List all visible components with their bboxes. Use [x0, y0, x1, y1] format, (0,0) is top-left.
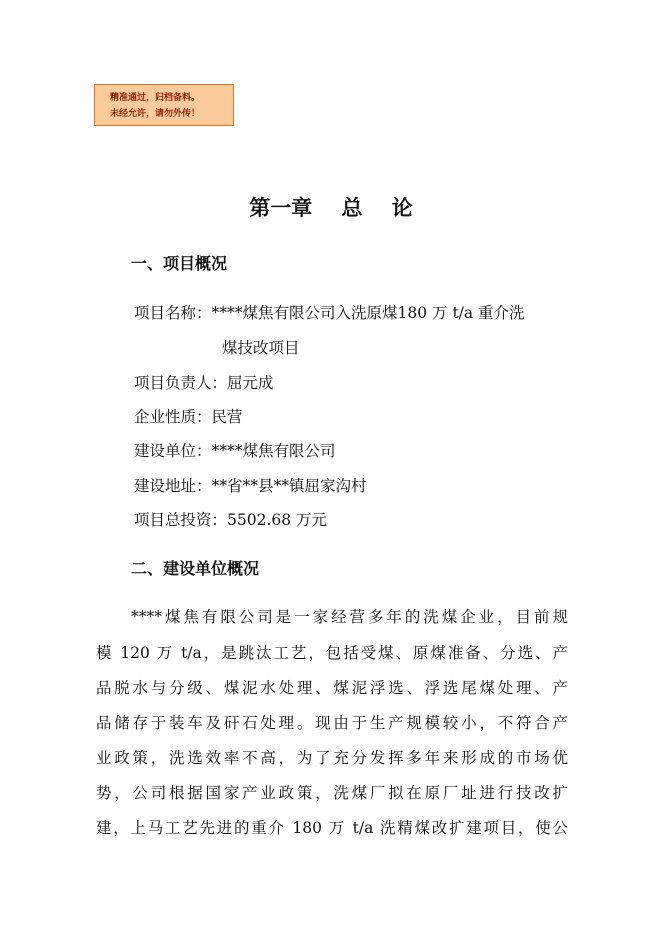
paragraph-line: ****煤焦有限公司是一家经营多年的洗煤企业，目前规: [131, 608, 568, 626]
stamp-line-2: 未经允许，请勿外传！: [110, 109, 201, 119]
construction-unit-line: 建设单位：****煤焦有限公司: [134, 442, 336, 460]
construction-address-line: 建设地址：**省**县**镇屈家沟村: [134, 477, 367, 495]
section-heading-overview: 一、项目概况: [131, 254, 228, 273]
paragraph-line: 建，上马工艺先进的重介 180 万 t/a 洗精煤改扩建项目，使公: [96, 819, 568, 837]
project-name-line: 项目名称：****煤焦有限公司入洗原煤180 万 t/a 重介洗: [134, 304, 525, 322]
enterprise-type-line: 企业性质：民营: [134, 408, 243, 426]
total-investment-line: 项目总投资：5502.68 万元: [134, 511, 328, 529]
chapter-title: 第一章 总 论: [249, 195, 413, 220]
project-leader-line: 项目负责人：屈元成: [134, 374, 274, 392]
paragraph-line: 品储存于装车及矸石处理。现由于生产规模较小，不符合产: [96, 714, 568, 732]
project-name-continuation: 煤技改项目: [222, 339, 300, 357]
paragraph-line: 业政策，洗选效率不高，为了充分发挥多年来形成的市场优: [96, 749, 568, 767]
paragraph-line: 模 120 万 t/a，是跳汰工艺，包括受煤、原煤准备、分选、产: [96, 644, 568, 662]
paragraph-line: 品脱水与分级、煤泥水处理、煤泥浮选、浮选尾煤处理、产: [96, 679, 568, 697]
paragraph-line: 势，公司根据国家产业政策，洗煤厂拟在原厂址进行技改扩: [96, 784, 568, 802]
stamp-line-1: 精准通过，归档备料。: [110, 93, 201, 103]
section-heading-company: 二、建设单位概况: [131, 559, 260, 578]
watermark-stamp: [94, 84, 234, 126]
